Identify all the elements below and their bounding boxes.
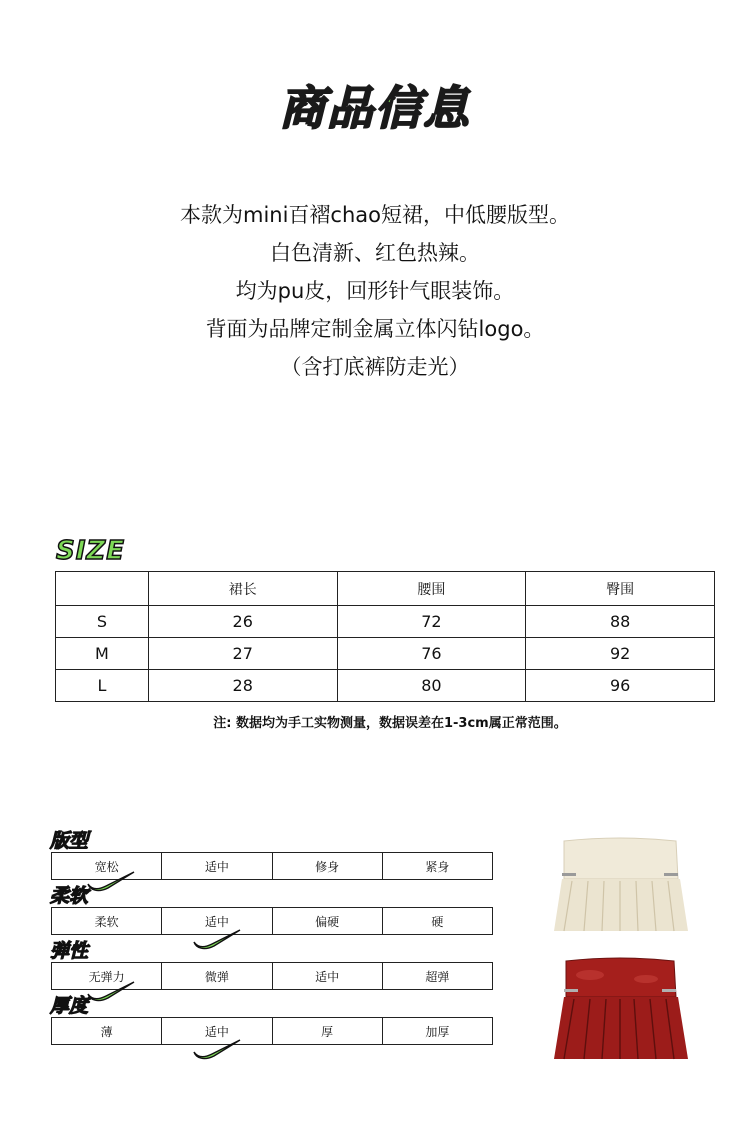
size-cell: 72 <box>337 606 526 638</box>
size-table <box>55 571 715 702</box>
description-line: 均为pu皮，回形针气眼装饰。 <box>235 279 515 303</box>
checkmark-swoosh-icon <box>192 1036 242 1060</box>
size-cell: 88 <box>526 606 715 638</box>
attr-option: 厚 <box>272 1018 382 1045</box>
checkmark-swoosh-icon <box>192 926 242 950</box>
size-cell: 92 <box>526 638 715 670</box>
size-cell: 76 <box>337 638 526 670</box>
attr-option: 适中 <box>162 908 272 935</box>
size-cell: S <box>56 606 149 638</box>
attr-label-thickness: 厚度 <box>50 995 89 1017</box>
description-line: 背面为品牌定制金属立体闪钻logo。 <box>205 317 545 341</box>
size-header-cell: 臀围 <box>526 572 715 606</box>
attr-option: 适中 <box>162 1018 272 1045</box>
checkmark-swoosh-icon <box>86 978 136 1002</box>
red-skirt-image <box>550 955 692 1063</box>
size-header-cell: 裙长 <box>148 572 337 606</box>
size-cell: 28 <box>148 670 337 702</box>
size-cell: M <box>56 638 149 670</box>
attr-option: 紧身 <box>382 853 492 880</box>
attr-option: 偏硬 <box>272 908 382 935</box>
size-cell: L <box>56 670 149 702</box>
attr-option: 适中 <box>162 853 272 880</box>
attr-option: 加厚 <box>382 1018 492 1045</box>
page-title: 商品信息 <box>279 81 471 135</box>
description-line: （含打底裤防走光） <box>280 355 470 379</box>
attr-option: 硬 <box>382 908 492 935</box>
attr-option: 微弹 <box>162 963 272 990</box>
attr-option: 修身 <box>272 853 382 880</box>
table-row <box>56 638 715 670</box>
attr-option: 柔软 <box>52 908 162 935</box>
attr-option: 宽松 <box>52 853 162 880</box>
size-cell: 80 <box>337 670 526 702</box>
table-row <box>56 606 715 638</box>
attr-label-softness: 柔软 <box>50 885 89 907</box>
measurement-note: 注: 数据均为手工实物测量，数据误差在1-3cm属正常范围。 <box>213 716 567 731</box>
size-section-label: SIZE <box>56 536 126 566</box>
attr-option: 超弹 <box>382 963 492 990</box>
size-cell: 96 <box>526 670 715 702</box>
checkmark-swoosh-icon <box>86 868 136 892</box>
size-cell: 27 <box>148 638 337 670</box>
table-row <box>56 670 715 702</box>
table-row <box>52 1018 493 1045</box>
description-line: 白色清新、红色热辣。 <box>270 241 480 265</box>
description-line: 本款为mini百褶chao短裙，中低腰版型。 <box>179 203 570 227</box>
size-header-cell: 腰围 <box>337 572 526 606</box>
table-row <box>52 908 493 935</box>
attr-option: 薄 <box>52 1018 162 1045</box>
attr-option: 无弹力 <box>52 963 162 990</box>
attr-label-elasticity: 弹性 <box>50 940 89 962</box>
product-description <box>0 196 750 386</box>
size-table-header-row <box>56 572 715 606</box>
attr-option: 适中 <box>272 963 382 990</box>
size-header-cell <box>56 572 149 606</box>
attr-table-softness <box>51 907 493 935</box>
white-skirt-image <box>550 835 692 939</box>
attr-label-fit: 版型 <box>50 830 89 852</box>
size-cell: 26 <box>148 606 337 638</box>
attr-table-thickness <box>51 1017 493 1045</box>
